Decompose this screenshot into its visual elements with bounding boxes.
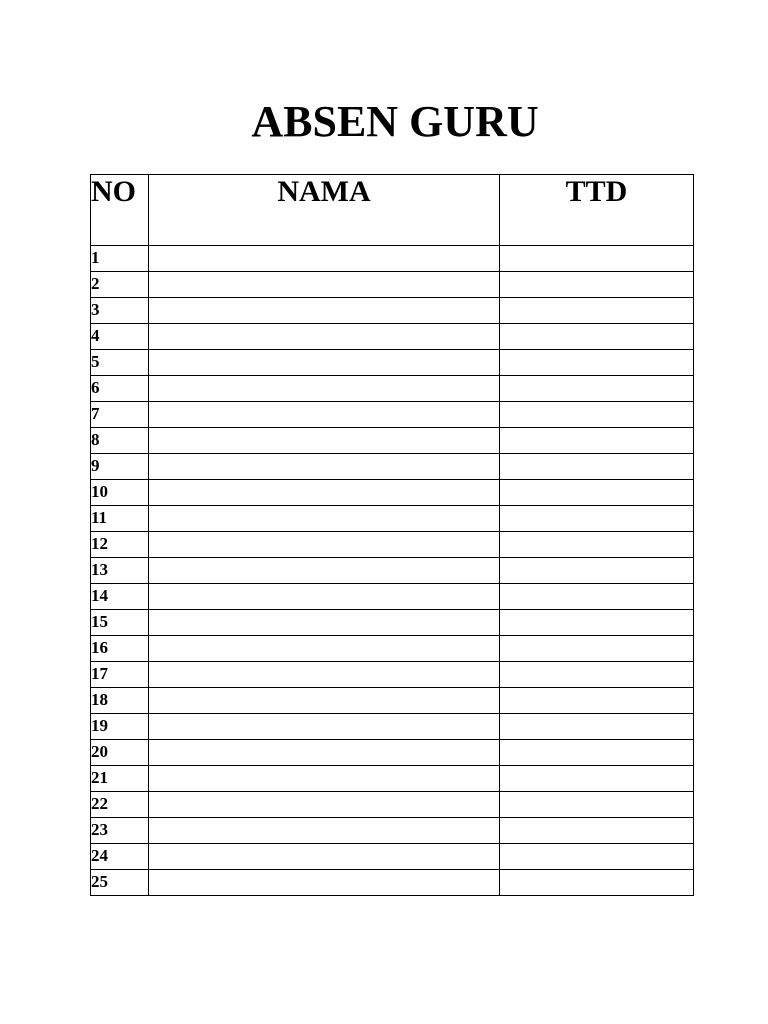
row-number-cell: 6: [91, 376, 149, 402]
signature-cell[interactable]: [500, 584, 694, 610]
table-row: [91, 870, 694, 896]
row-number-cell: 15: [91, 610, 149, 636]
name-cell[interactable]: [149, 298, 500, 324]
name-cell[interactable]: [149, 402, 500, 428]
name-cell[interactable]: [149, 506, 500, 532]
table-row: [91, 636, 694, 662]
row-number-cell: 13: [91, 558, 149, 584]
table-row: [91, 766, 694, 792]
table-row: [91, 246, 694, 272]
name-cell[interactable]: [149, 818, 500, 844]
signature-cell[interactable]: [500, 324, 694, 350]
name-cell[interactable]: [149, 324, 500, 350]
header-nama: NAMA: [149, 175, 500, 246]
signature-cell[interactable]: [500, 740, 694, 766]
signature-cell[interactable]: [500, 636, 694, 662]
row-number-cell: 23: [91, 818, 149, 844]
row-number-cell: 24: [91, 844, 149, 870]
row-number-cell: 18: [91, 688, 149, 714]
table-row: [91, 662, 694, 688]
table-body: [91, 246, 694, 896]
table-row: [91, 584, 694, 610]
signature-cell[interactable]: [500, 792, 694, 818]
row-number-cell: 20: [91, 740, 149, 766]
table-row: [91, 324, 694, 350]
row-number-cell: 8: [91, 428, 149, 454]
name-cell[interactable]: [149, 454, 500, 480]
row-number-cell: 14: [91, 584, 149, 610]
table-row: [91, 506, 694, 532]
row-number-cell: 2: [91, 272, 149, 298]
row-number-cell: 9: [91, 454, 149, 480]
name-cell[interactable]: [149, 610, 500, 636]
table-row: [91, 558, 694, 584]
signature-cell[interactable]: [500, 714, 694, 740]
name-cell[interactable]: [149, 740, 500, 766]
name-cell[interactable]: [149, 246, 500, 272]
signature-cell[interactable]: [500, 558, 694, 584]
name-cell[interactable]: [149, 480, 500, 506]
table-row: [91, 818, 694, 844]
row-number-cell: 11: [91, 506, 149, 532]
table-row: [91, 480, 694, 506]
table-row: [91, 428, 694, 454]
name-cell[interactable]: [149, 766, 500, 792]
signature-cell[interactable]: [500, 272, 694, 298]
row-number-cell: 17: [91, 662, 149, 688]
page-title: ABSEN GURU: [251, 97, 539, 146]
name-cell[interactable]: [149, 532, 500, 558]
name-cell[interactable]: [149, 558, 500, 584]
name-cell[interactable]: [149, 636, 500, 662]
signature-cell[interactable]: [500, 532, 694, 558]
table-row: [91, 610, 694, 636]
signature-cell[interactable]: [500, 870, 694, 896]
header-no: NO: [91, 175, 149, 246]
row-number-cell: 21: [91, 766, 149, 792]
signature-cell[interactable]: [500, 766, 694, 792]
name-cell[interactable]: [149, 428, 500, 454]
row-number-cell: 19: [91, 714, 149, 740]
name-cell[interactable]: [149, 662, 500, 688]
signature-cell[interactable]: [500, 376, 694, 402]
table-row: [91, 532, 694, 558]
signature-cell[interactable]: [500, 506, 694, 532]
signature-cell[interactable]: [500, 610, 694, 636]
name-cell[interactable]: [149, 376, 500, 402]
name-cell[interactable]: [149, 688, 500, 714]
attendance-table: [90, 174, 694, 896]
name-cell[interactable]: [149, 792, 500, 818]
row-number-cell: 12: [91, 532, 149, 558]
row-number-cell: 16: [91, 636, 149, 662]
signature-cell[interactable]: [500, 246, 694, 272]
table-row: [91, 688, 694, 714]
table-row: [91, 350, 694, 376]
name-cell[interactable]: [149, 844, 500, 870]
table-row: [91, 272, 694, 298]
table-row: [91, 844, 694, 870]
name-cell[interactable]: [149, 272, 500, 298]
row-number-cell: 5: [91, 350, 149, 376]
table-row: [91, 792, 694, 818]
table-row: [91, 298, 694, 324]
row-number-cell: 4: [91, 324, 149, 350]
row-number-cell: 22: [91, 792, 149, 818]
name-cell[interactable]: [149, 714, 500, 740]
row-number-cell: 7: [91, 402, 149, 428]
name-cell[interactable]: [149, 870, 500, 896]
table-row: [91, 714, 694, 740]
row-number-cell: 3: [91, 298, 149, 324]
signature-cell[interactable]: [500, 454, 694, 480]
signature-cell[interactable]: [500, 818, 694, 844]
row-number-cell: 1: [91, 246, 149, 272]
signature-cell[interactable]: [500, 428, 694, 454]
signature-cell[interactable]: [500, 350, 694, 376]
signature-cell[interactable]: [500, 298, 694, 324]
header-row: [91, 175, 694, 246]
signature-cell[interactable]: [500, 402, 694, 428]
name-cell[interactable]: [149, 350, 500, 376]
row-number-cell: 25: [91, 870, 149, 896]
table-row: [91, 402, 694, 428]
signature-cell[interactable]: [500, 662, 694, 688]
signature-cell[interactable]: [500, 844, 694, 870]
signature-cell[interactable]: [500, 688, 694, 714]
name-cell[interactable]: [149, 584, 500, 610]
signature-cell[interactable]: [500, 480, 694, 506]
table-row: [91, 454, 694, 480]
table-row: [91, 740, 694, 766]
header-ttd: TTD: [500, 175, 694, 246]
row-number-cell: 10: [91, 480, 149, 506]
table-row: [91, 376, 694, 402]
table-header: [91, 175, 694, 246]
